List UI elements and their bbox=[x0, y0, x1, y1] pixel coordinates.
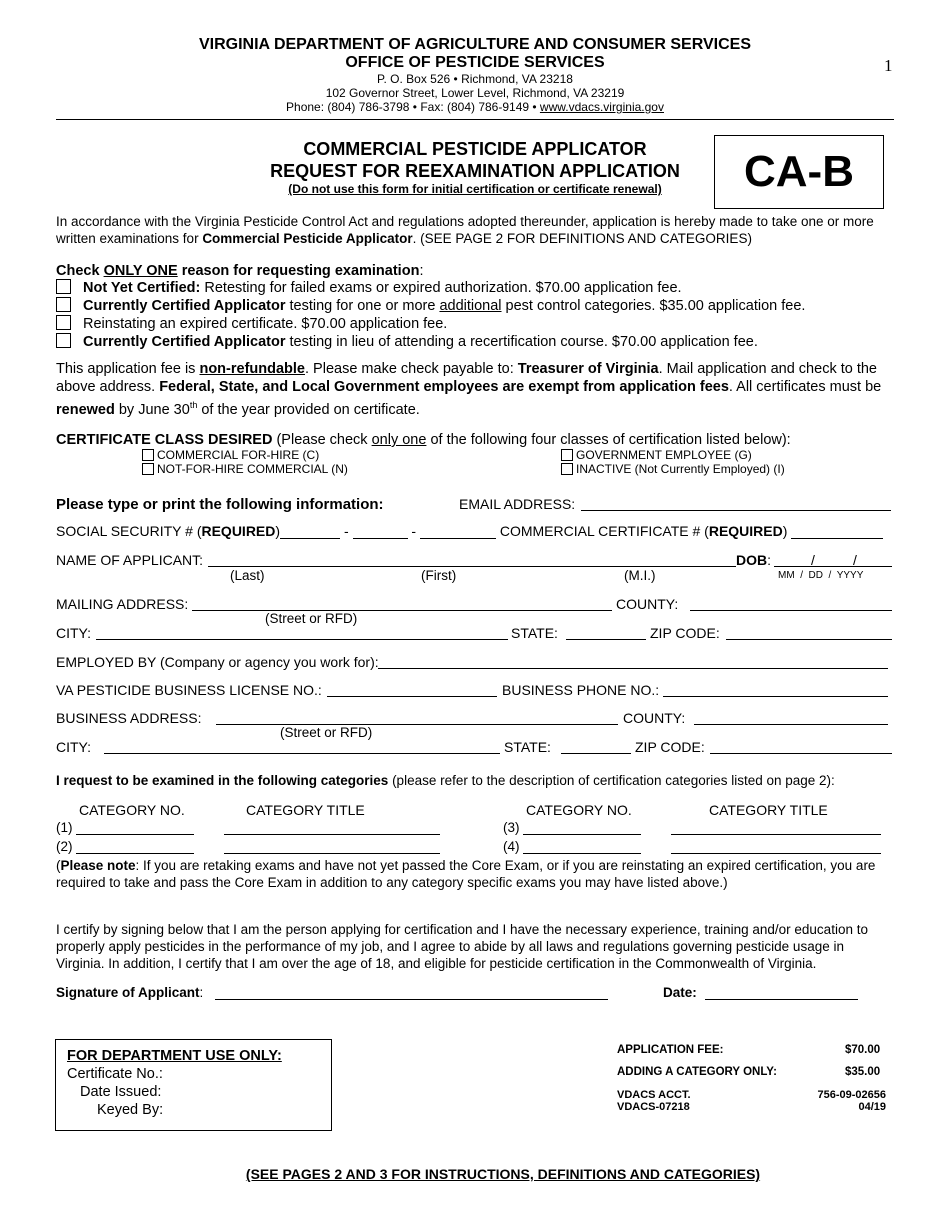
intro-bold: Commercial Pesticide Applicator bbox=[202, 231, 413, 246]
categories-request-text: (please refer to the description of certification categories listed on page 2): bbox=[388, 773, 835, 788]
checkbox[interactable] bbox=[561, 463, 573, 475]
business-county-field[interactable] bbox=[694, 710, 888, 725]
dob-label: DOB bbox=[736, 552, 768, 568]
class-heading-text: (Please check bbox=[272, 432, 372, 448]
contact-line bbox=[0, 100, 950, 114]
street-hint: (Street or RFD) bbox=[280, 725, 373, 740]
class-heading bbox=[56, 431, 791, 449]
acct-values bbox=[800, 1089, 886, 1113]
state-field[interactable] bbox=[566, 625, 646, 640]
certification-statement: I certify by signing below that I am the person applying for certification and I have the necessary experience, training and/or education to properly apply pesticides in the performance of my job, and I agree to abide by all laws and regulations governing pesticide usage in Virginia. In addition, I certify that I am over the age of 18, and eligible for pesticide certification in the Commonwealth of Virginia. bbox=[56, 922, 868, 971]
category-no-header: CATEGORY NO. bbox=[79, 802, 185, 818]
checkbox[interactable] bbox=[56, 315, 71, 330]
intro-text: In accordance with the Virginia Pesticide Control Act and regulations adopted thereunder, application is hereby made to take one or more written examinations for bbox=[56, 214, 874, 246]
category-title-header: CATEGORY TITLE bbox=[246, 802, 365, 818]
state-label: STATE: bbox=[511, 625, 558, 641]
office-name: OFFICE OF PESTICIDE SERVICES bbox=[345, 54, 605, 71]
add-category-value: $35.00 bbox=[845, 1066, 881, 1078]
checkbox[interactable] bbox=[56, 279, 71, 294]
header-rule bbox=[56, 119, 894, 120]
phone-fax: Phone: (804) 786-3798 • Fax: (804) 786-9149 • bbox=[286, 100, 540, 114]
note-text: : If you are retaking exams and have not yet passed the Core Exam, or if you are reinstating an expired certification, you are required to take and pass the Core Exam in addition to any category specific exams you may have listed above.) bbox=[56, 858, 876, 890]
core-exam-note bbox=[56, 857, 896, 891]
info-heading: Please type or print the following information: bbox=[56, 496, 384, 513]
page-number: 1 bbox=[884, 56, 893, 75]
checkbox[interactable] bbox=[142, 449, 154, 461]
info-row-business-address bbox=[56, 710, 892, 726]
zip-field[interactable] bbox=[726, 625, 892, 640]
form-label: VDACS-07218 bbox=[617, 1101, 690, 1113]
reason-reinstating bbox=[56, 315, 805, 333]
cert-number-label-close: ) bbox=[782, 523, 788, 539]
mailing-address-label: MAILING ADDRESS: bbox=[56, 596, 189, 612]
intro-paragraph bbox=[56, 213, 896, 247]
fee-text: by June 30 bbox=[114, 401, 190, 418]
category-4-no-field[interactable] bbox=[523, 839, 641, 854]
fee-paragraph bbox=[56, 360, 896, 419]
license-field[interactable] bbox=[327, 682, 497, 697]
city-field[interactable] bbox=[96, 625, 508, 640]
class-heading-bold: CERTIFICATE CLASS DESIRED bbox=[56, 432, 273, 448]
reasons-heading-a: Check bbox=[56, 263, 104, 279]
fee-text: . Mail application and check to the above address. bbox=[56, 361, 877, 395]
reason-additional-category bbox=[56, 297, 805, 315]
class-options-left bbox=[142, 448, 348, 476]
reasons-list bbox=[56, 279, 805, 351]
category-row-number: (3) bbox=[503, 820, 520, 835]
street-hint: (Street or RFD) bbox=[265, 611, 358, 626]
class-label: COMMERCIAL FOR-HIRE (C) bbox=[157, 448, 320, 462]
license-label: VA PESTICIDE BUSINESS LICENSE NO.: bbox=[56, 682, 322, 698]
reason-text: testing for one or more bbox=[285, 298, 440, 314]
info-row-mailing bbox=[56, 596, 892, 612]
fee-text: . All certificates must be bbox=[728, 379, 882, 395]
cert-number-label: COMMERCIAL CERTIFICATE # ( bbox=[499, 523, 709, 539]
reason-text: Reinstating an expired certificate. $70.00 application fee. bbox=[83, 316, 448, 332]
reason-text: Retesting for failed exams or expired authorization. $70.00 application fee. bbox=[200, 280, 682, 296]
certificate-no-label: Certificate No.: bbox=[67, 1066, 163, 1082]
business-address-field[interactable] bbox=[216, 710, 618, 725]
business-address-label: BUSINESS ADDRESS: bbox=[56, 710, 202, 726]
email-field[interactable] bbox=[581, 496, 891, 511]
department-use-heading: FOR DEPARTMENT USE ONLY: bbox=[67, 1048, 282, 1064]
class-heading-underline: only one bbox=[371, 432, 427, 448]
note-paren: ( bbox=[56, 858, 61, 873]
website-link[interactable]: www.vdacs.virginia.gov bbox=[539, 100, 664, 114]
employer-field[interactable] bbox=[378, 654, 888, 669]
reason-not-certified bbox=[56, 279, 805, 297]
class-inactive bbox=[561, 462, 785, 476]
business-zip-field[interactable] bbox=[710, 739, 892, 754]
exempt-note: Federal, State, and Local Government employees are exempt from application fees bbox=[159, 379, 729, 395]
ssn-label-close: ) bbox=[275, 523, 281, 539]
reason-underlined: additional bbox=[439, 298, 502, 314]
keyed-by-label: Keyed By: bbox=[97, 1102, 164, 1118]
dob-format-hint: MM / DD / YYYY bbox=[778, 570, 864, 581]
info-row-name bbox=[56, 552, 892, 568]
street-address: 102 Governor Street, Lower Level, Richmond, VA 23219 bbox=[325, 86, 625, 100]
category-row-number: (2) bbox=[56, 839, 73, 854]
city-label: CITY: bbox=[56, 739, 92, 755]
dob-field[interactable] bbox=[774, 552, 892, 567]
title-line1: COMMERCIAL PESTICIDE APPLICATOR bbox=[303, 139, 647, 159]
reason-text-b: pest control categories. $35.00 application fee. bbox=[501, 298, 806, 314]
acct-label: VDACS ACCT. bbox=[617, 1089, 691, 1101]
category-1-no-field[interactable] bbox=[76, 820, 194, 835]
date-label: Date: bbox=[663, 985, 697, 1000]
business-phone-label: BUSINESS PHONE NO.: bbox=[502, 682, 660, 698]
ssn-part3[interactable] bbox=[420, 524, 496, 539]
ordinal-suffix: th bbox=[189, 400, 198, 410]
category-1-title-field[interactable] bbox=[224, 820, 440, 835]
state-label: STATE: bbox=[504, 739, 551, 755]
category-3-no-field[interactable] bbox=[523, 820, 641, 835]
dob-slash: / bbox=[811, 552, 815, 568]
footer-instructions: (SEE PAGES 2 AND 3 FOR INSTRUCTIONS, DEFINITIONS AND CATEGORIES) bbox=[245, 1166, 761, 1182]
ssn-label: SOCIAL SECURITY # ( bbox=[56, 523, 202, 539]
reason-label: Currently Certified Applicator bbox=[83, 298, 286, 314]
ssn-part1[interactable] bbox=[280, 524, 340, 539]
info-row-ssn bbox=[56, 523, 892, 539]
class-label: INACTIVE (Not Currently Employed) (I) bbox=[576, 462, 785, 476]
acct-value: 756-09-02656 bbox=[817, 1089, 886, 1101]
required-tag: REQUIRED bbox=[708, 523, 783, 539]
info-row-email bbox=[56, 496, 892, 513]
form-code-box: CA-B bbox=[714, 135, 884, 209]
reasons-heading bbox=[56, 262, 423, 280]
applicant-name-field[interactable] bbox=[208, 552, 736, 567]
po-box: P. O. Box 526 • Richmond, VA 23218 bbox=[377, 72, 573, 86]
application-fee-value: $70.00 bbox=[845, 1044, 881, 1056]
department-use-box bbox=[55, 1039, 332, 1131]
fee-text: . Please make check payable to: bbox=[305, 361, 518, 377]
category-title-header: CATEGORY TITLE bbox=[709, 802, 828, 818]
application-fee-label: APPLICATION FEE: bbox=[617, 1044, 724, 1056]
category-2-no-field[interactable] bbox=[76, 839, 194, 854]
first-name-hint: (First) bbox=[421, 568, 457, 583]
reasons-heading-u: ONLY ONE bbox=[103, 263, 178, 279]
mailing-address-field[interactable] bbox=[192, 596, 612, 611]
category-4-title-field[interactable] bbox=[671, 839, 881, 854]
info-row-city bbox=[56, 625, 892, 641]
county-field[interactable] bbox=[690, 596, 892, 611]
add-category-label: ADDING A CATEGORY ONLY: bbox=[617, 1066, 777, 1078]
checkbox[interactable] bbox=[142, 463, 154, 475]
class-not-for-hire bbox=[142, 462, 348, 476]
categories-request bbox=[56, 772, 835, 789]
non-refundable: non-refundable bbox=[199, 361, 305, 377]
category-row-number: (1) bbox=[56, 820, 73, 835]
dob-colon: : bbox=[767, 552, 772, 568]
acct-labels bbox=[617, 1089, 691, 1113]
note-bold: Please note bbox=[60, 858, 136, 873]
class-heading-text-b: of the following four classes of certification listed below): bbox=[426, 432, 791, 448]
name-label: NAME OF APPLICANT: bbox=[56, 552, 204, 568]
class-options-right bbox=[561, 448, 785, 476]
categories-request-bold: I request to be examined in the following categories bbox=[56, 773, 389, 788]
reason-text: testing in lieu of attending a recertification course. $70.00 application fee. bbox=[285, 334, 758, 350]
info-row-employer bbox=[56, 654, 892, 670]
business-state-field[interactable] bbox=[561, 739, 631, 754]
employer-label: EMPLOYED BY (Company or agency you work for): bbox=[56, 654, 379, 670]
title-note: (Do not use this form for initial certification or certificate renewal) bbox=[288, 182, 662, 196]
reason-in-lieu-recert bbox=[56, 333, 805, 351]
checkbox[interactable] bbox=[56, 297, 71, 312]
reasons-heading-b: reason for requesting examination bbox=[177, 263, 420, 279]
required-tag: REQUIRED bbox=[201, 523, 276, 539]
signature-colon: : bbox=[199, 985, 204, 1000]
county-label: COUNTY: bbox=[616, 596, 679, 612]
checkbox[interactable] bbox=[56, 333, 71, 348]
class-label: NOT-FOR-HIRE COMMERCIAL (N) bbox=[157, 462, 348, 476]
payee: Treasurer of Virginia bbox=[517, 361, 659, 377]
email-label: EMAIL ADDRESS: bbox=[459, 496, 576, 512]
reason-label: Currently Certified Applicator bbox=[83, 334, 286, 350]
business-phone-field[interactable] bbox=[663, 682, 888, 697]
class-government bbox=[561, 448, 785, 462]
intro-text-2: . (SEE PAGE 2 FOR DEFINITIONS AND CATEGORIES) bbox=[412, 231, 752, 246]
signature-label: Signature of Applicant bbox=[56, 985, 200, 1000]
title-line2: REQUEST FOR REEXAMINATION APPLICATION bbox=[270, 161, 680, 181]
checkbox[interactable] bbox=[561, 449, 573, 461]
form-title bbox=[250, 138, 700, 196]
signature-field[interactable] bbox=[215, 985, 608, 1000]
cert-number-field[interactable] bbox=[791, 524, 883, 539]
business-city-field[interactable] bbox=[104, 739, 500, 754]
zip-label: ZIP CODE: bbox=[650, 625, 720, 641]
category-row-number: (4) bbox=[503, 839, 520, 854]
class-commercial-for-hire bbox=[142, 448, 348, 462]
form-revision: 04/19 bbox=[858, 1101, 886, 1113]
fee-text: of the year provided on certificate. bbox=[197, 401, 420, 418]
dob-slash: / bbox=[853, 552, 857, 568]
dash: - bbox=[411, 523, 417, 539]
county-label: COUNTY: bbox=[623, 710, 686, 726]
category-3-title-field[interactable] bbox=[671, 820, 881, 835]
info-row-license bbox=[56, 682, 892, 698]
agency-name: VIRGINIA DEPARTMENT OF AGRICULTURE AND CONSUMER SERVICES bbox=[198, 36, 752, 53]
ssn-part2[interactable] bbox=[353, 524, 408, 539]
fee-text: This application fee is bbox=[56, 361, 200, 377]
date-field[interactable] bbox=[705, 985, 858, 1000]
renewed: renewed bbox=[56, 401, 115, 418]
signature-row bbox=[56, 985, 203, 1000]
dash: - bbox=[343, 523, 349, 539]
category-2-title-field[interactable] bbox=[224, 839, 440, 854]
info-row-business-city bbox=[56, 739, 892, 755]
date-issued-label: Date Issued: bbox=[80, 1084, 162, 1100]
reason-label: Not Yet Certified: bbox=[83, 280, 201, 296]
class-label: GOVERNMENT EMPLOYEE (G) bbox=[576, 448, 752, 462]
category-no-header: CATEGORY NO. bbox=[526, 802, 632, 818]
city-label: CITY: bbox=[56, 625, 92, 641]
reasons-heading-colon: : bbox=[419, 263, 424, 279]
middle-initial-hint: (M.I.) bbox=[624, 568, 656, 583]
zip-label: ZIP CODE: bbox=[635, 739, 705, 755]
last-name-hint: (Last) bbox=[230, 568, 265, 583]
letterhead bbox=[0, 36, 950, 114]
